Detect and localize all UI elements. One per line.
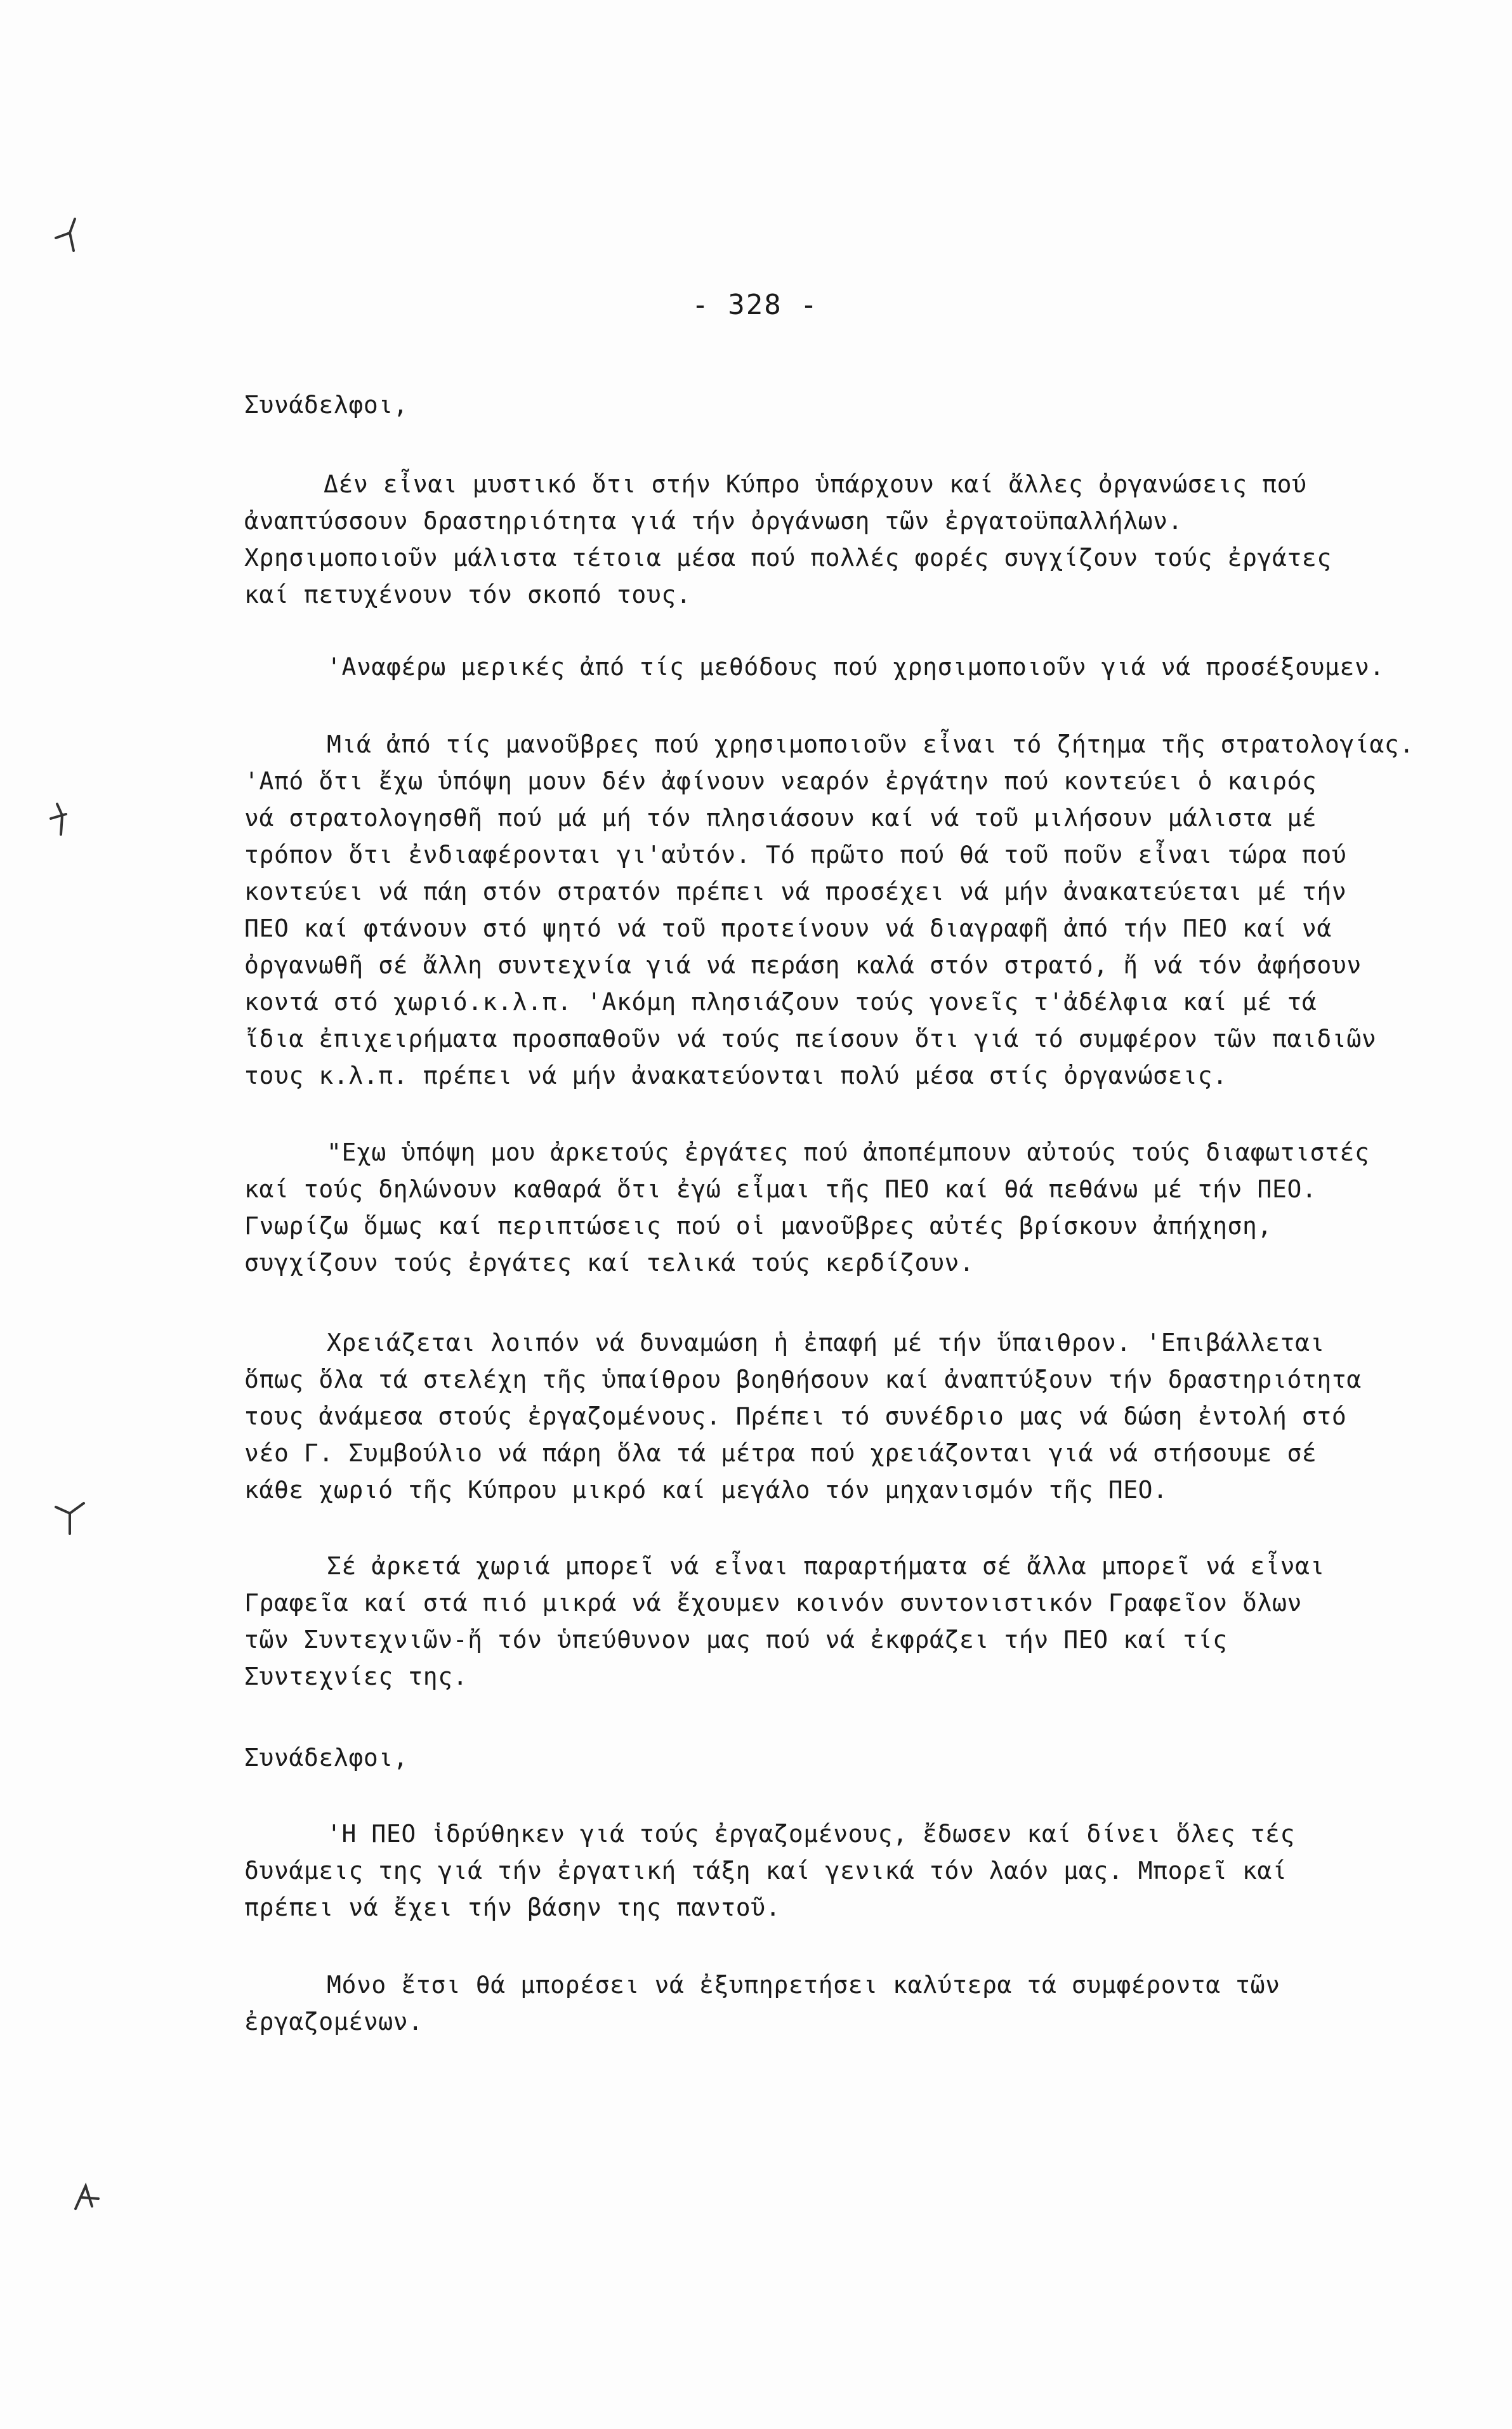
text-line: Δέν εἶναι μυστικό ὅτι στήν Κύπρο ὑπάρχουν καί ἄλλες ὀργανώσεις πού xyxy=(324,470,1307,498)
text-line: 'Η ΠΕΟ ἱδρύθηκεν γιά τούς ἐργαζομένους, ἔδωσεν καί δίνει ὅλες τές xyxy=(327,1820,1296,1848)
text-line: νέο Γ. Συμβούλιο νά πάρη ὅλα τά μέτρα πού χρειάζονται γιά νά στήσουμε σέ xyxy=(244,1439,1317,1467)
text-line: 'Αναφέρω μερικές ἀπό τίς μεθόδους πού χρησιμοποιοῦν γιά νά προσέξουμεν. xyxy=(327,653,1384,681)
text-line: Σέ ἀρκετά χωριά μπορεῖ νά εἶναι παραρτήματα σέ ἄλλα μπορεῖ νά εἶναι xyxy=(327,1552,1325,1580)
page-number: - 328 - xyxy=(692,289,818,321)
text-line: τους ἀνάμεσα στούς ἐργαζομένους. Πρέπει τό συνέδριο μας νά δώση ἐντολή στό xyxy=(244,1402,1347,1430)
text-line: ΠΕΟ καί φτάνουν στό ψητό νά τοῦ προτείνουν νά διαγραφῆ ἀπό τήν ΠΕΟ καί νά xyxy=(244,914,1332,942)
margin-check-mark xyxy=(44,796,89,841)
text-line: πρέπει νά ἔχει τήν βάσην της παντοῦ. xyxy=(244,1893,781,1921)
salutation: Συνάδελφοι, xyxy=(244,1744,409,1772)
text-line: ὀργανωθῆ σέ ἄλλη συντεχνία γιά νά περάση καλά στόν στρατό, ἤ νά τόν ἀφήσουν xyxy=(244,951,1362,979)
salutation: Συνάδελφοι, xyxy=(244,391,409,419)
text-line: καί πετυχένουν τόν σκοπό τους. xyxy=(244,581,692,609)
margin-check-mark xyxy=(51,1494,95,1539)
text-line: Γνωρίζω ὅμως καί περιπτώσεις πού οἱ μανοῦβρες αὐτές βρίσκουν ἀπήχηση, xyxy=(244,1212,1272,1240)
text-line: ἴδια ἐπιχειρήματα προσπαθοῦν νά τούς πείσουν ὅτι γιά τό συμφέρον τῶν παιδιῶν xyxy=(244,1025,1377,1053)
text-line: Μόνο ἔτσι θά μπορέσει νά ἐξυπηρετήσει καλύτερα τά συμφέροντα τῶν xyxy=(327,1971,1280,1999)
text-line: 'Από ὅτι ἔχω ὑπόψη μουν δέν ἀφίνουν νεαρόν ἐργάτην πού κοντεύει ὁ καιρός xyxy=(244,767,1317,795)
text-line: κοντεύει νά πάη στόν στρατόν πρέπει νά προσέχει νά μήν ἀνακατεύεται μέ τήν xyxy=(244,878,1347,905)
text-line: καί τούς δηλώνουν καθαρά ὅτι ἐγώ εἶμαι τῆς ΠΕΟ καί θά πεθάνω μέ τήν ΠΕΟ. xyxy=(244,1175,1317,1203)
text-line: κάθε χωριό τῆς Κύπρου μικρό καί μεγάλο τόν μηχανισμόν τῆς ΠΕΟ. xyxy=(244,1476,1168,1504)
text-line: ὅπως ὅλα τά στελέχη τῆς ὑπαίθρου βοηθήσουν καί ἀναπτύξουν τήν δραστηριότητα xyxy=(244,1366,1362,1393)
text-line: Χρειάζεται λοιπόν νά δυναμώση ἡ ἐπαφή μέ τήν ὕπαιθρον. 'Επιβάλλεται xyxy=(327,1329,1325,1357)
text-line: κοντά στό χωριό.κ.λ.π. 'Ακόμη πλησιάζουν τούς γονεῖς τ'ἀδέλφια καί μέ τά xyxy=(244,988,1317,1016)
text-line: δυνάμεις της γιά τήν ἐργατική τάξη καί γενικά τόν λαόν μας. Μπορεῖ καί xyxy=(244,1857,1287,1885)
text-line: Συντεχνίες της. xyxy=(244,1662,468,1690)
text-line: συγχίζουν τούς ἐργάτες καί τελικά τούς κερδίζουν. xyxy=(244,1249,975,1277)
text-line: τρόπον ὅτι ἐνδιαφέρονται γι'αὐτόν. Τό πρῶτο πού θά τοῦ ποῦν εἶναι τώρα πού xyxy=(244,841,1347,869)
text-line: νά στρατολογησθῆ πού μά μή τόν πλησιάσουν καί νά τοῦ μιλήσουν μάλιστα μέ xyxy=(244,804,1317,832)
text-line: Γραφεῖα καί στά πιό μικρά νά ἔχουμεν κοινόν συντονιστικόν Γραφεῖον ὅλων xyxy=(244,1589,1302,1617)
text-line: Μιά ἀπό τίς μανοῦβρες πού χρησιμοποιοῦν εἶναι τό ζήτημα τῆς στρατολογίας. xyxy=(327,730,1414,758)
margin-check-mark xyxy=(51,213,95,257)
text-line: ἀναπτύσσουν δραστηριότητα γιά τήν ὀργάνωση τῶν ἐργατοϋπαλλήλων. xyxy=(244,507,1183,535)
text-line: τῶν Συντεχνιῶν-ἤ τόν ὑπεύθυνον μας πού νά ἐκφράζει τήν ΠΕΟ καί τίς xyxy=(244,1626,1228,1654)
text-line: ἐργαζομένων. xyxy=(244,2008,423,2036)
text-line: τους κ.λ.π. πρέπει νά μήν ἀνακατεύονται πολύ μέσα στίς ὀργανώσεις. xyxy=(244,1062,1228,1089)
text-line: "Εχω ὑπόψη μου ἀρκετούς ἐργάτες πού ἀποπέμπουν αὐτούς τούς διαφωτιστές xyxy=(327,1138,1370,1166)
text-line: Χρησιμοποιοῦν μάλιστα τέτοια μέσα πού πολλές φορές συγχίζουν τούς ἐργάτες xyxy=(244,544,1332,572)
margin-check-mark xyxy=(67,2173,111,2218)
